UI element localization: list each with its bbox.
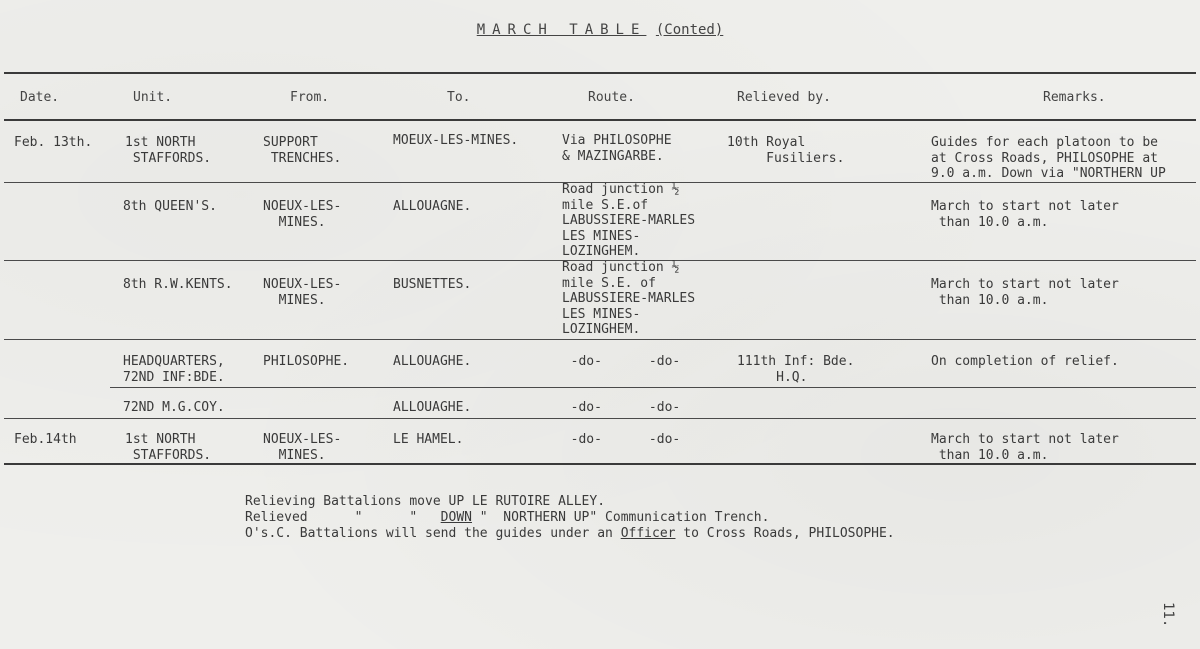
row-unit: HEADQUARTERS, 72ND INF:BDE. xyxy=(123,354,225,385)
note-line-1-text: Relieving Battalions move xyxy=(245,494,449,509)
header-unit: Unit. xyxy=(133,90,173,105)
note-line-3-text: O's.C. Battalions will send the guides under an xyxy=(245,526,621,541)
row-to: ALLOUAGHE. xyxy=(393,400,472,415)
row-from: NOEUX-LES- MINES. xyxy=(263,277,342,308)
page-number: 11. xyxy=(1160,602,1176,628)
row-divider xyxy=(110,387,1196,388)
note-line-2-rest: " NORTHERN UP" Communication Trench. xyxy=(471,510,770,525)
row-relieved-by: 111th Inf: Bde. H.Q. xyxy=(737,354,855,385)
row-remarks: March to start not later than 10.0 a.m. xyxy=(931,277,1119,308)
row-unit: 8th R.W.KENTS. xyxy=(123,277,233,292)
title-main: MARCH TABLE xyxy=(476,22,647,38)
row-remarks: March to start not later than 10.0 a.m. xyxy=(931,432,1119,463)
note-line-1 xyxy=(245,494,605,509)
row-date: Feb.14th xyxy=(14,432,77,447)
row-from: NOEUX-LES- MINES. xyxy=(263,199,342,230)
row-remarks: On completion of relief. xyxy=(931,354,1119,369)
table-top-rule xyxy=(4,72,1196,74)
header-to: To. xyxy=(447,90,471,105)
note-line-2-down: DOWN xyxy=(440,510,472,525)
note-line-3 xyxy=(245,526,895,541)
row-from: PHILOSOPHE. xyxy=(263,354,350,369)
row-route: Road junction ½ mile S.E.of LABUSSIERE-MARLES LES MINES- LOZINGHEM. xyxy=(562,182,696,259)
note-line-3-rest: to Cross Roads, PHILOSOPHE. xyxy=(675,526,895,541)
row-unit: 72ND M.G.COY. xyxy=(123,400,225,415)
row-relieved-by: 10th Royal Fusiliers. xyxy=(727,135,845,166)
row-to: LE HAMEL. xyxy=(393,432,464,447)
row-to: MOEUX-LES-MINES. xyxy=(393,133,519,148)
row-from: SUPPORT TRENCHES. xyxy=(263,135,342,166)
table-bottom-rule xyxy=(4,463,1196,465)
row-remarks: March to start not later than 10.0 a.m. xyxy=(931,199,1119,230)
document-title xyxy=(0,22,1200,38)
row-route: Via PHILOSOPHE & MAZINGARBE. xyxy=(562,133,672,164)
row-from: NOEUX-LES- MINES. xyxy=(263,432,342,463)
row-unit: 8th QUEEN'S. xyxy=(123,199,217,214)
header-bottom-rule xyxy=(4,119,1196,121)
header-from: From. xyxy=(290,90,330,105)
row-to: ALLOUAGHE. xyxy=(393,354,472,369)
title-sub: (Conted) xyxy=(655,22,724,38)
row-to: BUSNETTES. xyxy=(393,277,472,292)
note-line-2 xyxy=(245,510,769,525)
row-route: -do- -do- xyxy=(555,400,681,415)
row-route: -do- -do- xyxy=(555,354,681,369)
row-route: -do- -do- xyxy=(555,432,681,447)
row-unit: 1st NORTH STAFFORDS. xyxy=(125,135,212,166)
header-remarks: Remarks. xyxy=(1043,90,1106,105)
header-relieved-by: Relieved by. xyxy=(737,90,831,105)
header-date: Date. xyxy=(20,90,60,105)
row-remarks: Guides for each platoon to be at Cross Roads, PHILOSOPHE at 9.0 a.m. Down via "NORTHERN UP xyxy=(931,135,1166,181)
header-route: Route. xyxy=(588,90,635,105)
row-unit: 1st NORTH STAFFORDS. xyxy=(125,432,212,463)
row-divider xyxy=(4,418,1196,419)
row-divider xyxy=(4,339,1196,340)
note-line-1-emphasis: UP LE RUTOIRE ALLEY. xyxy=(448,494,606,509)
row-to: ALLOUAGNE. xyxy=(393,199,472,214)
note-line-3-officer: Officer xyxy=(620,526,676,541)
row-date: Feb. 13th. xyxy=(14,135,93,150)
row-route: Road junction ½ mile S.E. of LABUSSIERE-MARLES LES MINES- LOZINGHEM. xyxy=(562,260,696,337)
note-line-2-text: Relieved " " xyxy=(245,510,441,525)
